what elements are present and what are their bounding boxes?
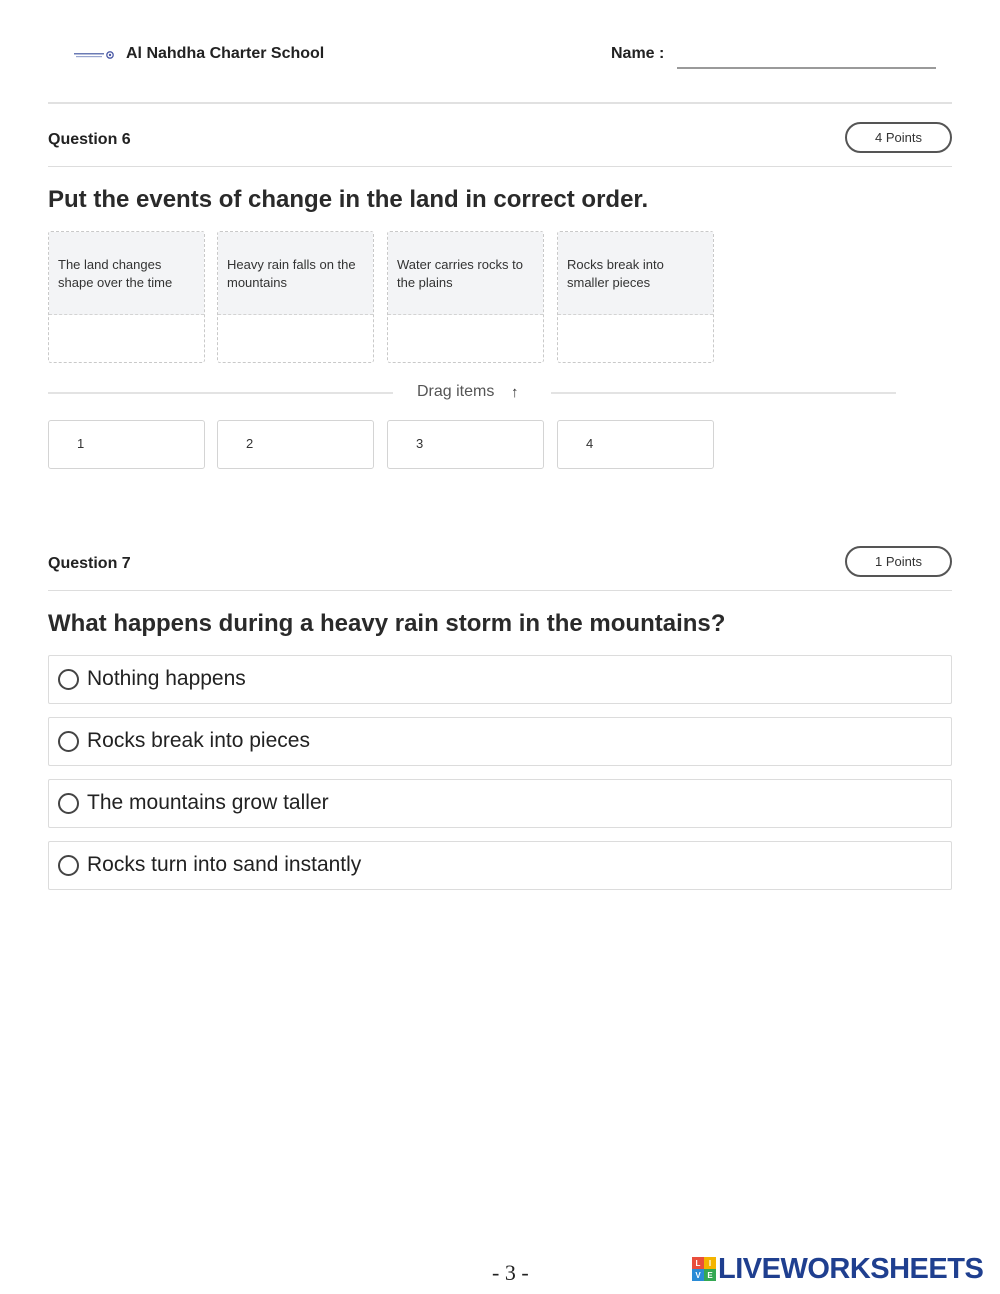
drag-divider-right bbox=[551, 392, 896, 394]
drag-items-label: Drag items bbox=[417, 383, 495, 400]
answer-option-label: Rocks break into pieces bbox=[87, 729, 310, 752]
slot-number: 4 bbox=[586, 436, 594, 451]
question-7-divider bbox=[48, 590, 952, 591]
name-label: Name : bbox=[611, 45, 665, 62]
page-number: - 3 - bbox=[492, 1260, 529, 1285]
radio-button-icon[interactable] bbox=[58, 731, 79, 752]
drop-slot-1[interactable] bbox=[48, 420, 205, 469]
answer-option-2[interactable] bbox=[48, 717, 952, 766]
radio-button-icon[interactable] bbox=[58, 669, 79, 690]
page-header bbox=[0, 0, 1000, 104]
school-name: Al Nahdha Charter School bbox=[126, 45, 325, 62]
drag-divider-left bbox=[48, 392, 393, 394]
arrow-up-icon: ↑ bbox=[511, 384, 519, 401]
drop-slot-4[interactable] bbox=[557, 420, 714, 469]
question-6-title: Put the events of change in the land in correct order. bbox=[48, 186, 649, 213]
radio-button-icon[interactable] bbox=[58, 855, 79, 876]
name-field[interactable] bbox=[677, 67, 936, 69]
slot-number: 1 bbox=[77, 436, 85, 451]
answer-option-label: The mountains grow taller bbox=[87, 791, 329, 814]
liveworksheets-logo bbox=[692, 1254, 983, 1284]
answer-option-3[interactable] bbox=[48, 779, 952, 828]
drag-card-2[interactable] bbox=[217, 231, 374, 363]
question-6-divider bbox=[48, 166, 952, 167]
answer-option-1[interactable] bbox=[48, 655, 952, 704]
answer-option-label: Nothing happens bbox=[87, 667, 246, 690]
drag-card-text: Heavy rain falls on the mountains bbox=[227, 257, 356, 290]
answer-option-label: Rocks turn into sand instantly bbox=[87, 853, 362, 876]
slot-number: 2 bbox=[246, 436, 254, 451]
liveworksheets-icon: L I V E bbox=[692, 1257, 716, 1281]
drag-card-3[interactable] bbox=[387, 231, 544, 363]
drag-card-4[interactable] bbox=[557, 231, 714, 363]
question-7-title: What happens during a heavy rain storm in the mountains? bbox=[48, 610, 726, 637]
drop-slot-2[interactable] bbox=[217, 420, 374, 469]
radio-button-icon[interactable] bbox=[58, 793, 79, 814]
school-logo-icon bbox=[74, 49, 116, 61]
liveworksheets-wordmark: LIVEWORKSHEETS bbox=[718, 1252, 984, 1285]
question-6-points-badge: 4 Points bbox=[845, 122, 952, 153]
question-7-label: Question 7 bbox=[48, 555, 131, 572]
drag-card-1[interactable] bbox=[48, 231, 205, 363]
drop-slot-3[interactable] bbox=[387, 420, 544, 469]
answer-option-4[interactable] bbox=[48, 841, 952, 890]
question-6-label: Question 6 bbox=[48, 131, 131, 148]
drag-card-text: The land changes shape over the time bbox=[58, 257, 173, 290]
header-divider bbox=[48, 102, 952, 104]
drag-card-text: Rocks break into smaller pieces bbox=[567, 257, 664, 290]
question-7-points-badge: 1 Points bbox=[845, 546, 952, 577]
slot-number: 3 bbox=[416, 436, 424, 451]
drag-card-text: Water carries rocks to the plains bbox=[397, 257, 523, 290]
